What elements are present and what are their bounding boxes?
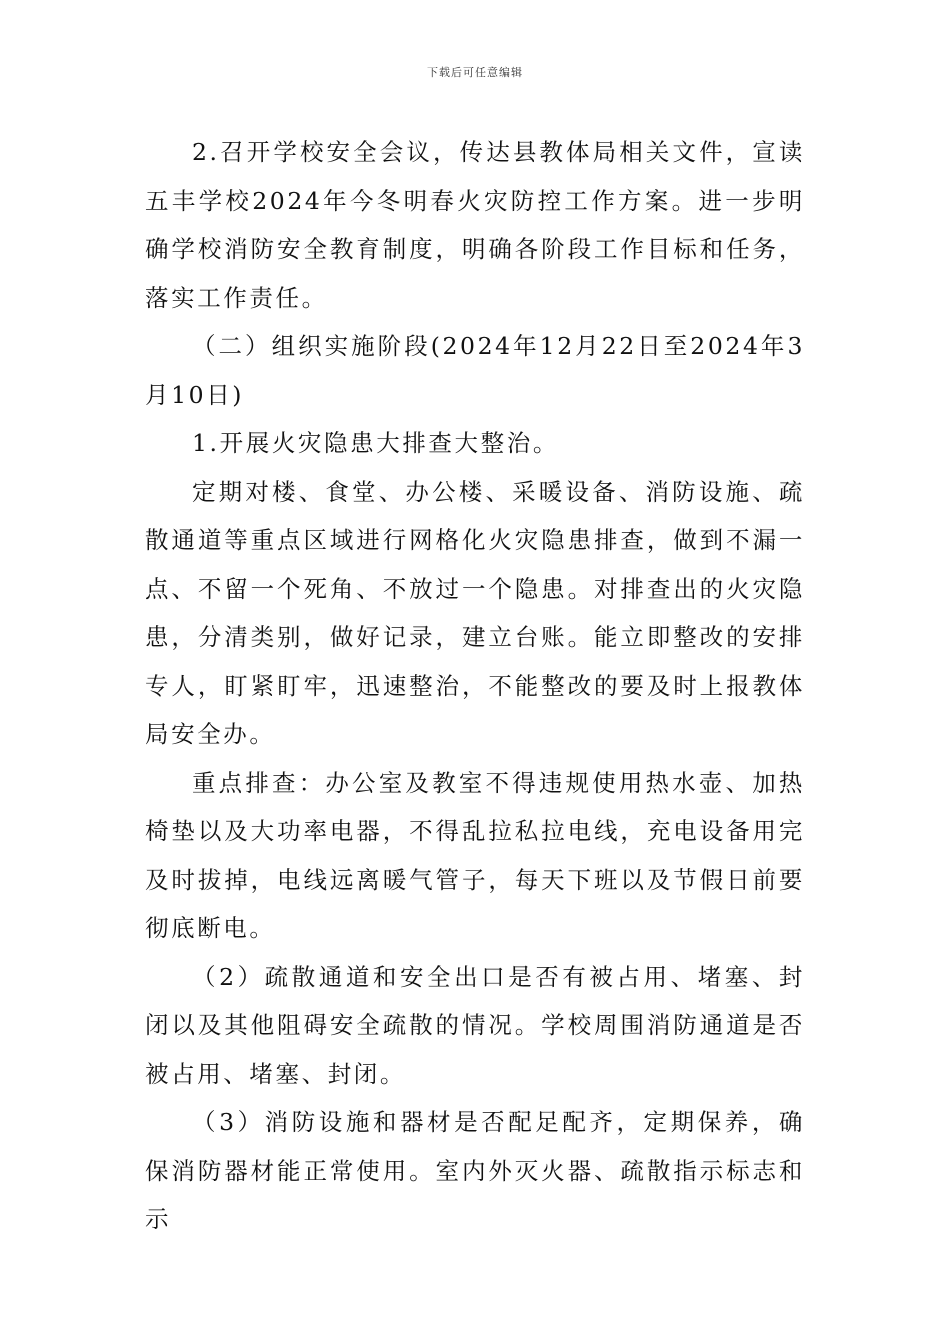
paragraph-section-heading: （二）组织实施阶段(2024年12月22日至2024年3月10日) bbox=[145, 332, 805, 409]
paragraph-key-check: 重点排查：办公室及教室不得违规使用热水壶、加热椅垫以及大功率电器，不得乱拉私拉电线，充电设备用完及时拔掉，电线远离暖气管子，每天下班以及节假日前要彻底断电。 bbox=[145, 768, 805, 942]
paragraph-facilities: （3）消防设施和器材是否配足配齐，定期保养，确保消防器材能正常使用。室内外灭火器、疏散指示标志和示 bbox=[145, 1108, 805, 1233]
document-body bbox=[145, 128, 805, 1244]
paragraph-inspection: 定期对楼、食堂、办公楼、采暖设备、消防设施、疏散通道等重点区域进行网格化火灾隐患排查，做到不漏一点、不留一个死角、不放过一个隐患。对排查出的火灾隐患，分清类别，做好记录，建立台账。能立即整改的安排专人，盯紧盯牢，迅速整治，不能整改的要及时上报教体局安全办。 bbox=[145, 477, 805, 748]
paragraph-item-1: 1.开展火灾隐患大排查大整治。 bbox=[192, 429, 559, 457]
paragraph-evacuation: （2）疏散通道和安全出口是否有被占用、堵塞、封闭以及其他阻碍安全疏散的情况。学校周围消防通道是否被占用、堵塞、封闭。 bbox=[145, 962, 805, 1088]
paragraph-meeting: 2.召开学校安全会议，传达县教体局相关文件，宣读五丰学校2024年今冬明春火灾防控工作方案。进一步明确学校消防安全教育制度，明确各阶段工作目标和任务，落实工作责任。 bbox=[145, 138, 805, 312]
header-note: 下载后可任意编辑 bbox=[427, 66, 523, 79]
